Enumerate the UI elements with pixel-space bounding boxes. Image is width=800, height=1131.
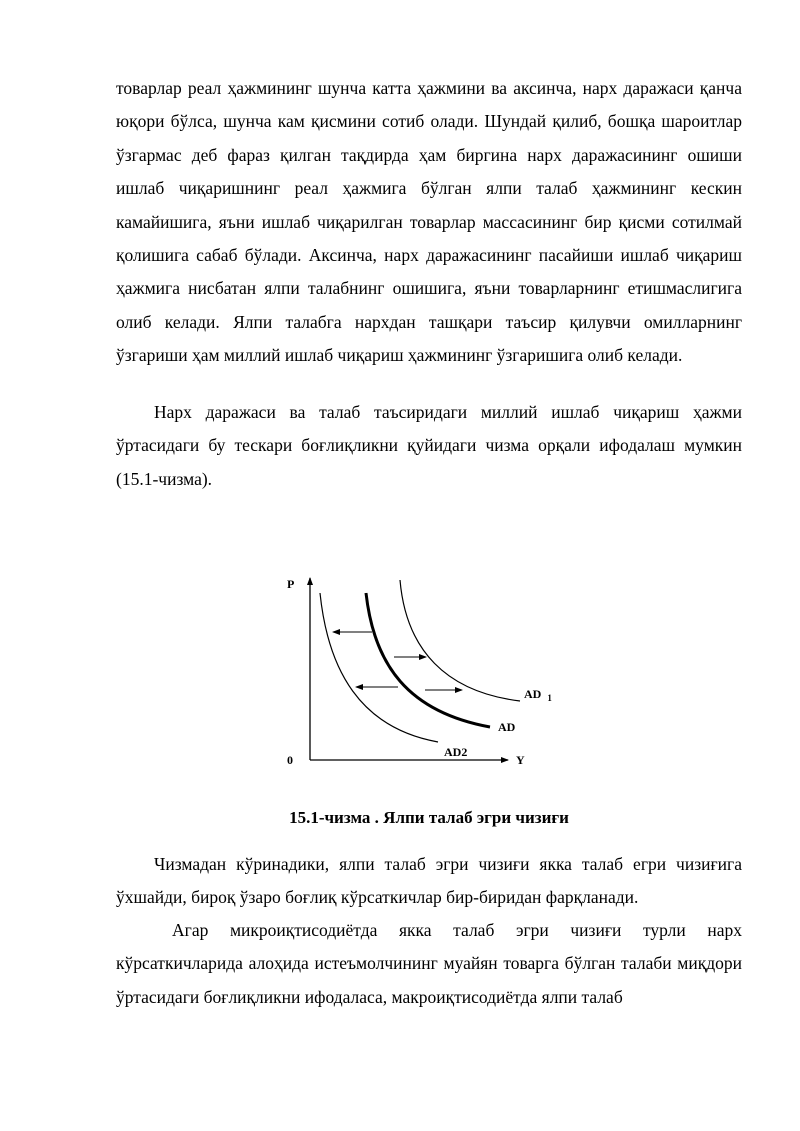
caption-title: Ялпи талаб эгри чизиғи (383, 808, 569, 827)
aggregate-demand-figure (270, 560, 570, 780)
y-axis-label: P (287, 577, 295, 591)
paragraph-2: Нарх даражаси ва талаб таъсиридаги миллий ишлаб чиқариш ҳажми ўртасидаги бу тескари боғлиқликни қуйидаги чизма орқали ифодалаш мумкин (15.1-чизма). (116, 402, 742, 489)
ad2-curve (320, 593, 438, 742)
caption-number: 15.1-чизма (289, 808, 371, 827)
ad2-label: AD2 (444, 745, 468, 759)
ad1-curve (400, 580, 520, 701)
x-axis-label: Y (516, 753, 525, 767)
ad1-label-main: AD (524, 687, 542, 701)
ad-curve (366, 593, 490, 727)
origin-label: 0 (287, 753, 293, 767)
caption-separator: . (370, 808, 384, 827)
ad1-label-sub: 1 (547, 693, 552, 703)
paragraph-3: Чизмадан кўринадики, ялпи талаб эгри чизиғи якка талаб егри чизиғига ўхшайди, бироқ ўзаро боғлиқ кўрсаткичлар бир-биридан фарқланади. (116, 854, 742, 908)
paragraph-1: товарлар реал ҳажмининг шунча катта ҳажмини ва аксинча, нарх даражаси қанча юқори бўлса, шунча кам қисмини сотиб олади. Шундай қилиб, бошқа шароитлар ўзгармас деб фараз қилган тақдирда ҳам биргина нарх даражасининг ошиши ишлаб чиқаришнинг реал ҳажмига бўлган ялпи талаб ҳажмининг кескин камайишига, яъни ишлаб чиқарилган товарлар массасининг бир қисми сотилмай қолишига сабаб бўлади. Аксинча, нарх даражасининг пасайиши ишлаб чиқариш ҳажмига нисбатан ялпи талабнинг ошишига, яъни товарларнинг етишмаслигига олиб келади. Ялпи талабга нархдан ташқари таъсир қилувчи омилларнинг ўзгариши ҳам миллий ишлаб чиқариш ҳажмининг ўзгаришига олиб келади. (116, 78, 742, 366)
figure-caption (116, 808, 742, 828)
ad1-label (524, 687, 552, 703)
ad-label: AD (498, 720, 516, 734)
paragraph-4: Агар микроиқтисодиётда якка талаб эгри чизиғи турли нарх кўрсаткичларида алоҳида истеъмолчининг муайян товарга бўлган талаби миқдори ўртасидаги боғлиқликни ифодаласа, макроиқтисодиётда ялпи талаб (116, 920, 742, 1007)
